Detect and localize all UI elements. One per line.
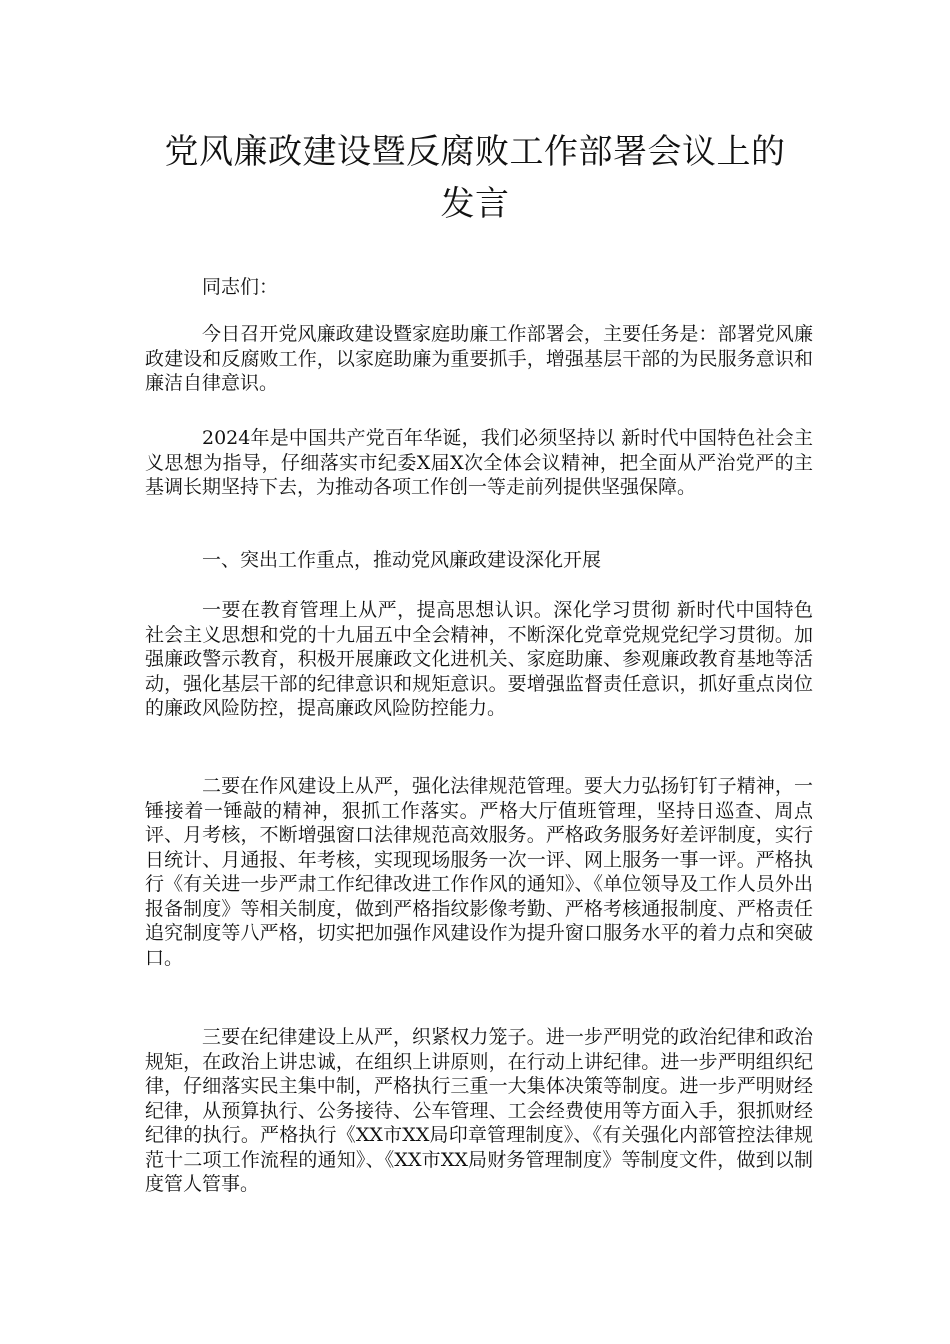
title-line-1: 党风廉政建设暨反腐败工作部署会议上的 — [164, 132, 786, 172]
salutation: 同志们： — [202, 276, 279, 298]
paragraph-guidance: 2024年是中国共产党百年华诞，我们必须坚持以 新时代中国特色社会主义思想为指导，仔细落实市纪委X届X次全体会议精神，把全面从严治党严的主基调长期坚持下去，为推动各项工作创一等走前列提供坚强保障。 — [145, 427, 813, 498]
paragraph-education: 一要在教育管理上从严，提高思想认识。深化学习贯彻 新时代中国特色社会主义思想和党的十九届五中全会精神，不断深化党章党规党纪学习贯彻。加强廉政警示教育，积极开展廉政文化进机关、家庭助廉、参观廉政教育基地等活动，强化基层干部的纪律意识和规矩意识。要增强监督责任意识，抓好重点岗位的廉政风险防控，提高廉政风险防控能力。 — [145, 599, 813, 719]
title-line-2: 发言 — [440, 184, 510, 224]
paragraph-discipline: 三要在纪律建设上从严，织紧权力笼子。进一步严明党的政治纪律和政治规矩，在政治上讲忠诚，在组织上讲原则，在行动上讲纪律。进一步严明组织纪律，仔细落实民主集中制，严格执行三重一大集体决策等制度。进一步严明财经纪律，从预算执行、公务接待、公车管理、工会经费使用等方面入手，狠抓财经纪律的执行。严格执行《XX市XX局印章管理制度》、《有关强化内部管控法律规范十二项工作流程的通知》、《XX市XX局财务管理制度》等制度文件，做到以制度管人管事。 — [145, 1026, 813, 1195]
page-title — [120, 126, 830, 230]
paragraph-intro: 今日召开党风廉政建设暨家庭助廉工作部署会，主要任务是：部署党风廉政建设和反腐败工作，以家庭助廉为重要抓手，增强基层干部的为民服务意识和廉洁自律意识。 — [145, 323, 813, 394]
paragraph-work-style: 二要在作风建设上从严，强化法律规范管理。要大力弘扬钉钉子精神，一锤接着一锤敲的精神，狠抓工作落实。严格大厅值班管理，坚持日巡查、周点评、月考核，不断增强窗口法律规范高效服务。严格政务服务好差评制度，实行日统计、月通报、年考核，实现现场服务一次一评、网上服务一事一评。严格执行《有关进一步严肃工作纪律改进工作作风的通知》、《单位领导及工作人员外出报备制度》等相关制度，做到严格指纹影像考勤、严格考核通报制度、严格责任追究制度等八严格，切实把加强作风建设作为提升窗口服务水平的着力点和突破口。 — [145, 775, 813, 969]
section-heading-1: 一、突出工作重点，推动党风廉政建设深化开展 — [202, 549, 602, 571]
